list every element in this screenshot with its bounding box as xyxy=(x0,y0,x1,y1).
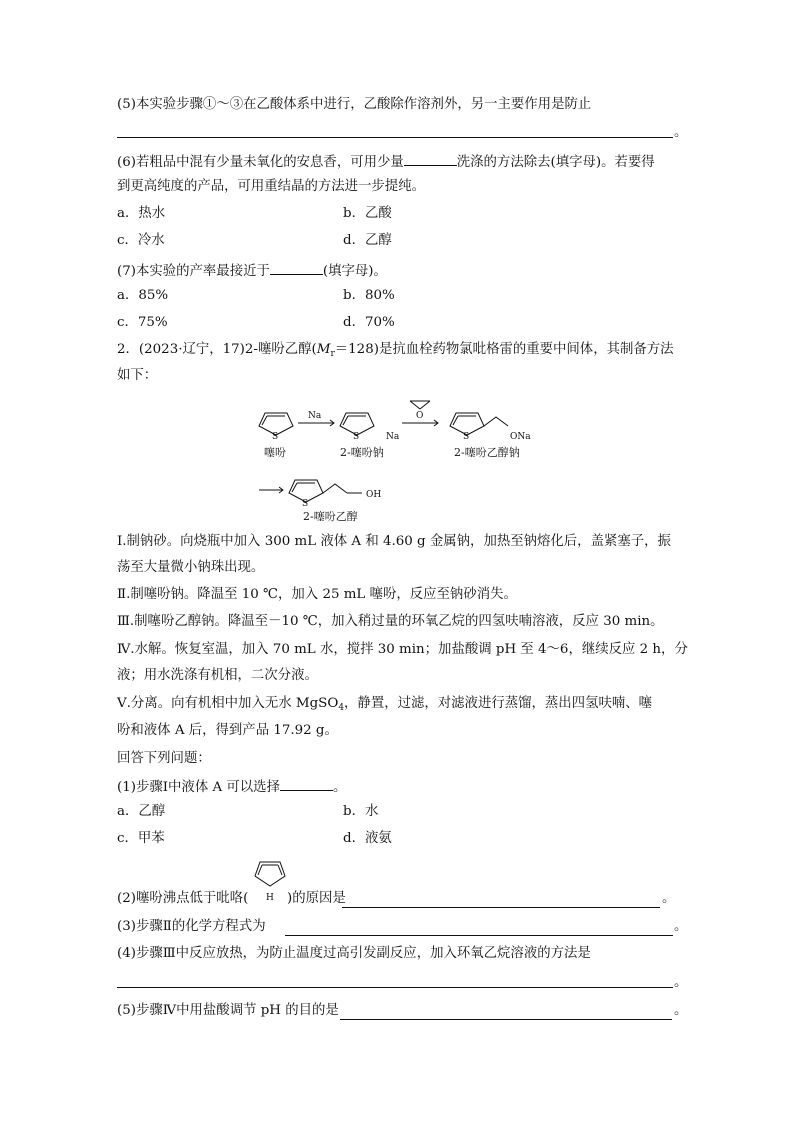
problem-2-intro-b: ＝128)是抗血栓药物氯吡格雷的重要中间体，其制备方法 xyxy=(334,342,674,357)
problem-2-intro-line1 xyxy=(117,341,674,363)
option-b: b．水 xyxy=(343,804,379,819)
question-7-text xyxy=(117,260,387,281)
pyrrole-structure xyxy=(252,854,288,906)
step-5-line1 xyxy=(117,695,652,717)
question-6-line1 xyxy=(117,151,655,172)
option-a: a．乙醇 xyxy=(117,804,166,819)
sulfur-atom-label: S xyxy=(463,432,470,442)
thiophene-structure xyxy=(259,413,293,442)
mgso4-subscript: 4 xyxy=(338,703,345,713)
thiophene-ethoxide-structure xyxy=(450,413,531,442)
sulfur-atom-label: S xyxy=(353,432,360,442)
step-1-line1: Ⅰ.制钠砂。向烧瓶中加入 300 mL 液体 A 和 4.60 g 金属钠，加热至钠熔化后，盖紧塞子，振 xyxy=(117,534,671,549)
answer-blank[interactable] xyxy=(340,1005,672,1020)
sulfur-atom-label: S xyxy=(302,499,309,509)
step-1-line2: 荡至大量微小钠珠出现。 xyxy=(117,560,265,575)
molar-mass-symbol: M xyxy=(316,342,331,357)
subquestion-2-text-b: )的原因是 xyxy=(287,891,346,906)
option-d: d．液氨 xyxy=(343,831,392,846)
subquestion-4-text: (4)步骤Ⅲ中反应放热，为防止温度过高引发副反应，加入环氧乙烷溶液的方法是 xyxy=(117,946,591,961)
oxygen-atom-label: O xyxy=(416,411,424,421)
question-5-text: (5)本实验步骤①～③在乙酸体系中进行，乙酸除作溶剂外，另一主要作用是防止 xyxy=(117,97,592,112)
option-d: d．乙醇 xyxy=(343,233,392,248)
period: 。 xyxy=(674,975,688,990)
question-7-text-b: (填字母)。 xyxy=(322,264,387,279)
answer-line[interactable] xyxy=(117,137,673,138)
step-5-line2: 吩和液体 A 后，得到产品 17.92 g。 xyxy=(117,723,338,738)
subquestion-2-text-a: (2)噻吩沸点低于吡咯( xyxy=(117,891,249,906)
question-7-text-a: (7)本实验的产率最接近于 xyxy=(117,264,270,279)
molar-mass-subscript: r xyxy=(330,349,335,359)
problem-2-intro-a: 2．(2023·辽宁，17)2-噻吩乙醇( xyxy=(117,342,317,357)
nh-hydrogen-label: H xyxy=(266,893,274,903)
period: 。 xyxy=(662,891,676,906)
step-2: Ⅱ.制噻吩钠。降温至 10 ℃，加入 25 mL 噻吩，反应至钠砂消失。 xyxy=(117,587,517,602)
subquestion-3-text: (3)步骤Ⅱ的化学方程式为 xyxy=(117,919,266,934)
option-b: b．80% xyxy=(343,288,395,303)
period: 。 xyxy=(332,780,347,795)
ethylene-oxide-structure xyxy=(410,401,430,421)
question-6-text-a: (6)若粗品中混有少量未氧化的安息香，可用少量 xyxy=(117,155,404,170)
option-c: c．甲苯 xyxy=(117,831,165,846)
thiophene-ethanol-label: 2-噻吩乙醇 xyxy=(303,510,358,523)
problem-2-intro-line2: 如下： xyxy=(117,368,158,383)
thiophene-ethanol-structure xyxy=(289,480,381,509)
thienyl-sodium-structure xyxy=(340,413,400,442)
step-5-text-a: Ⅴ.分离。向有机相中加入无水 MgSO xyxy=(117,696,339,711)
subquestion-1-text: (1)步骤Ⅰ中液体 A 可以选择 xyxy=(117,780,280,795)
option-a: a．85% xyxy=(117,288,169,303)
ona-substituent-label: ONa xyxy=(510,432,531,442)
period: 。 xyxy=(674,125,688,140)
period: 。 xyxy=(674,919,688,934)
step-3: Ⅲ.制噻吩乙醇钠。降温至－10 ℃，加入稍过量的环氧乙烷的四氢呋喃溶液，反应 30 min。 xyxy=(117,614,664,629)
sulfur-atom-label: S xyxy=(272,432,279,442)
option-d: d．70% xyxy=(343,315,395,330)
step-5-text-b: ，静置，过滤，对滤液进行蒸馏，蒸出四氢呋喃、噻 xyxy=(344,696,653,711)
option-c: c．75% xyxy=(117,315,168,330)
hydroxyl-label: OH xyxy=(366,490,382,500)
answer-blank[interactable] xyxy=(342,893,660,908)
option-b: b．乙酸 xyxy=(343,206,392,221)
reaction-scheme xyxy=(0,390,794,525)
reagent-na: Na xyxy=(308,411,322,421)
sodium-substituent-label: Na xyxy=(386,432,400,442)
option-c: c．冷水 xyxy=(117,233,165,248)
answer-blank[interactable] xyxy=(270,260,323,275)
option-a: a．热水 xyxy=(117,206,166,221)
answer-blank[interactable] xyxy=(280,776,333,791)
thiophene-label: 噻吩 xyxy=(264,446,286,459)
thiophene-ethoxide-label: 2-噻吩乙醇钠 xyxy=(454,446,520,459)
question-6-line2: 到更高纯度的产品，可用重结晶的方法进一步提纯。 xyxy=(117,179,425,194)
step-4-line2: 液；用水洗涤有机相，二次分液。 xyxy=(117,668,318,683)
question-6-text-b: 洗涤的方法除去(填字母)。若要得 xyxy=(456,155,655,170)
answer-blank[interactable] xyxy=(404,151,457,166)
period: 。 xyxy=(674,1003,688,1018)
answer-line[interactable] xyxy=(117,987,673,988)
subquestion-5-text: (5)步骤Ⅳ中用盐酸调节 pH 的目的是 xyxy=(117,1003,339,1018)
thienyl-sodium-label: 2-噻吩钠 xyxy=(340,446,384,459)
subquestion-1 xyxy=(117,776,346,797)
answer-intro: 回答下列问题： xyxy=(117,751,211,766)
step-4-line1: Ⅳ.水解。恢复室温，加入 70 mL 水，搅拌 30 min；加盐酸调 pH 至 4～6，继续反应 2 h，分 xyxy=(117,642,688,657)
answer-blank[interactable] xyxy=(285,921,673,936)
